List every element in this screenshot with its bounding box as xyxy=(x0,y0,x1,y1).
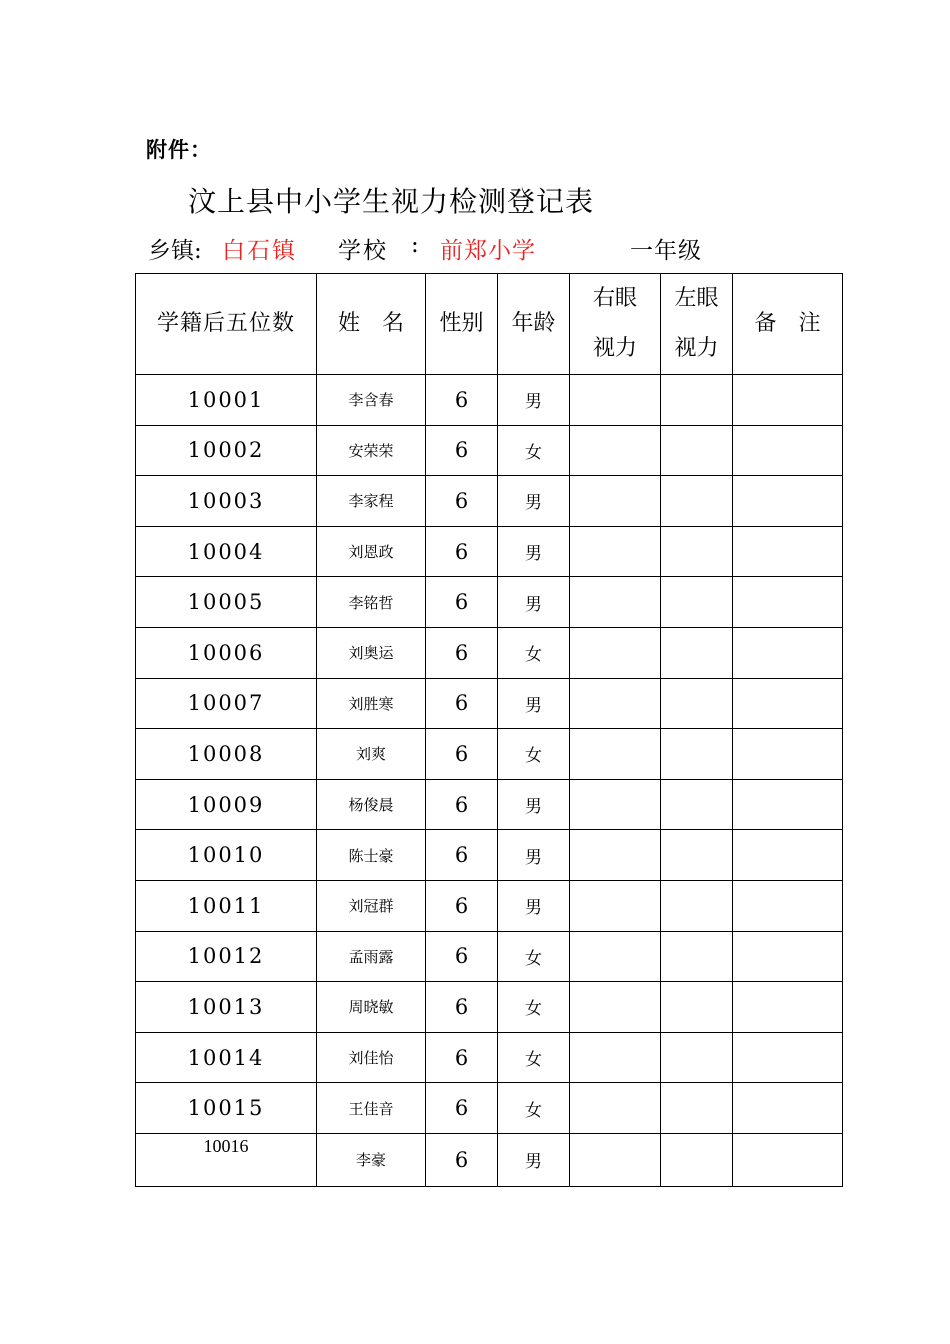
cell-sex: 女 xyxy=(498,729,570,780)
header-student-id: 学籍后五位数 xyxy=(136,274,317,375)
header-right-eye xyxy=(570,274,661,375)
cell-remark xyxy=(733,627,843,678)
cell-remark xyxy=(733,880,843,931)
table-row xyxy=(136,1133,843,1186)
cell-name: 李家程 xyxy=(317,476,426,527)
cell-remark xyxy=(733,931,843,982)
document-title: 汶上县中小学生视力检测登记表 xyxy=(188,185,595,218)
table-row xyxy=(136,880,843,931)
cell-left-eye xyxy=(661,526,733,577)
cell-right-eye xyxy=(570,982,661,1033)
meta-row xyxy=(0,232,950,266)
cell-remark xyxy=(733,476,843,527)
header-col4: 年龄 xyxy=(498,274,570,375)
cell-remark xyxy=(733,1032,843,1083)
cell-remark xyxy=(733,678,843,729)
header-right-eye-line2: 视力 xyxy=(592,336,637,361)
cell-name: 刘恩政 xyxy=(317,526,426,577)
cell-remark xyxy=(733,982,843,1033)
table-row xyxy=(136,425,843,476)
cell-sex: 男 xyxy=(498,1133,570,1186)
cell-right-eye xyxy=(570,830,661,881)
cell-left-eye xyxy=(661,830,733,881)
cell-student-id: 10011 xyxy=(136,880,317,931)
cell-sex: 男 xyxy=(498,678,570,729)
cell-sex: 女 xyxy=(498,931,570,982)
table-row xyxy=(136,577,843,628)
cell-student-id: 10013 xyxy=(136,982,317,1033)
cell-left-eye xyxy=(661,375,733,426)
cell-right-eye xyxy=(570,729,661,780)
cell-right-eye xyxy=(570,1133,661,1186)
cell-student-id: 10002 xyxy=(136,425,317,476)
cell-student-id: 10007 xyxy=(136,678,317,729)
cell-sex: 男 xyxy=(498,880,570,931)
cell-remark xyxy=(733,577,843,628)
header-left-eye xyxy=(661,274,733,375)
cell-student-id: 10010 xyxy=(136,830,317,881)
cell-left-eye xyxy=(661,476,733,527)
table-row xyxy=(136,729,843,780)
cell-sex: 男 xyxy=(498,779,570,830)
grade-label: 一年级 xyxy=(630,238,702,264)
cell-left-eye xyxy=(661,425,733,476)
cell-sex: 女 xyxy=(498,627,570,678)
town-label: 乡镇: xyxy=(148,238,202,264)
cell-remark xyxy=(733,1133,843,1186)
table-row xyxy=(136,982,843,1033)
header-right-eye-line1: 右眼 xyxy=(592,286,637,311)
vision-register-table xyxy=(135,273,843,1187)
cell-student-id: 10015 xyxy=(136,1083,317,1134)
cell-sex: 女 xyxy=(498,1083,570,1134)
cell-student-id: 10001 xyxy=(136,375,317,426)
cell-name: 刘冠群 xyxy=(317,880,426,931)
table-row xyxy=(136,526,843,577)
header-col3: 性别 xyxy=(426,274,498,375)
cell-right-eye xyxy=(570,779,661,830)
cell-student-id: 10009 xyxy=(136,779,317,830)
cell-age: 6 xyxy=(426,779,498,830)
cell-right-eye xyxy=(570,476,661,527)
school-value: 前郑小学 xyxy=(440,238,536,264)
table-row xyxy=(136,476,843,527)
table-row xyxy=(136,375,843,426)
cell-student-id: 10016 xyxy=(136,1133,317,1186)
cell-age: 6 xyxy=(426,982,498,1033)
cell-right-eye xyxy=(570,425,661,476)
cell-student-id: 10008 xyxy=(136,729,317,780)
cell-remark xyxy=(733,1083,843,1134)
cell-name: 李铭哲 xyxy=(317,577,426,628)
cell-left-eye xyxy=(661,931,733,982)
cell-right-eye xyxy=(570,880,661,931)
cell-sex: 女 xyxy=(498,425,570,476)
cell-name: 周晓敏 xyxy=(317,982,426,1033)
table-row xyxy=(136,830,843,881)
cell-student-id: 10005 xyxy=(136,577,317,628)
cell-remark xyxy=(733,425,843,476)
cell-sex: 女 xyxy=(498,982,570,1033)
cell-right-eye xyxy=(570,1083,661,1134)
table-row xyxy=(136,1083,843,1134)
cell-right-eye xyxy=(570,577,661,628)
cell-right-eye xyxy=(570,1032,661,1083)
cell-name: 刘爽 xyxy=(317,729,426,780)
cell-sex: 男 xyxy=(498,577,570,628)
header-name: 姓 名 xyxy=(317,274,426,375)
table-row xyxy=(136,678,843,729)
cell-name: 刘奥运 xyxy=(317,627,426,678)
cell-left-eye xyxy=(661,1032,733,1083)
cell-left-eye xyxy=(661,880,733,931)
cell-name: 安荣荣 xyxy=(317,425,426,476)
cell-age: 6 xyxy=(426,375,498,426)
cell-right-eye xyxy=(570,931,661,982)
cell-right-eye xyxy=(570,526,661,577)
cell-name: 李含春 xyxy=(317,375,426,426)
cell-remark xyxy=(733,526,843,577)
cell-sex: 女 xyxy=(498,1032,570,1083)
cell-sex: 男 xyxy=(498,375,570,426)
school-colon: : xyxy=(411,232,419,258)
cell-left-eye xyxy=(661,729,733,780)
school-label: 学校 xyxy=(338,238,388,264)
cell-remark xyxy=(733,375,843,426)
attachment-label: 附件： xyxy=(146,138,212,162)
cell-name: 刘胜寒 xyxy=(317,678,426,729)
cell-age: 6 xyxy=(426,880,498,931)
cell-student-id: 10014 xyxy=(136,1032,317,1083)
cell-remark xyxy=(733,729,843,780)
cell-right-eye xyxy=(570,627,661,678)
cell-age: 6 xyxy=(426,1133,498,1186)
cell-age: 6 xyxy=(426,830,498,881)
cell-age: 6 xyxy=(426,627,498,678)
cell-student-id: 10003 xyxy=(136,476,317,527)
cell-student-id: 10012 xyxy=(136,931,317,982)
cell-student-id: 10004 xyxy=(136,526,317,577)
town-value: 白石镇 xyxy=(222,238,297,264)
cell-name: 陈士豪 xyxy=(317,830,426,881)
cell-right-eye xyxy=(570,678,661,729)
cell-remark xyxy=(733,779,843,830)
cell-name: 王佳音 xyxy=(317,1083,426,1134)
cell-age: 6 xyxy=(426,729,498,780)
cell-name: 孟雨露 xyxy=(317,931,426,982)
cell-sex: 男 xyxy=(498,526,570,577)
cell-left-eye xyxy=(661,982,733,1033)
cell-name: 李豪 xyxy=(317,1133,426,1186)
cell-left-eye xyxy=(661,779,733,830)
cell-left-eye xyxy=(661,1133,733,1186)
cell-age: 6 xyxy=(426,1083,498,1134)
cell-sex: 男 xyxy=(498,830,570,881)
cell-age: 6 xyxy=(426,577,498,628)
table-row xyxy=(136,627,843,678)
cell-age: 6 xyxy=(426,425,498,476)
cell-right-eye xyxy=(570,375,661,426)
cell-age: 6 xyxy=(426,1032,498,1083)
header-left-eye-line1: 左眼 xyxy=(674,286,719,311)
table-row xyxy=(136,1032,843,1083)
cell-left-eye xyxy=(661,627,733,678)
cell-left-eye xyxy=(661,1083,733,1134)
cell-left-eye xyxy=(661,678,733,729)
cell-sex: 男 xyxy=(498,476,570,527)
header-remark: 备 注 xyxy=(733,274,843,375)
cell-student-id: 10006 xyxy=(136,627,317,678)
cell-age: 6 xyxy=(426,526,498,577)
cell-name: 刘佳怡 xyxy=(317,1032,426,1083)
cell-name: 杨俊晨 xyxy=(317,779,426,830)
cell-age: 6 xyxy=(426,678,498,729)
cell-left-eye xyxy=(661,577,733,628)
header-left-eye-line2: 视力 xyxy=(674,336,719,361)
table-row xyxy=(136,931,843,982)
cell-age: 6 xyxy=(426,476,498,527)
table-body xyxy=(136,375,843,1187)
cell-remark xyxy=(733,830,843,881)
table-header-row xyxy=(136,274,843,375)
cell-age: 6 xyxy=(426,931,498,982)
table-row xyxy=(136,779,843,830)
